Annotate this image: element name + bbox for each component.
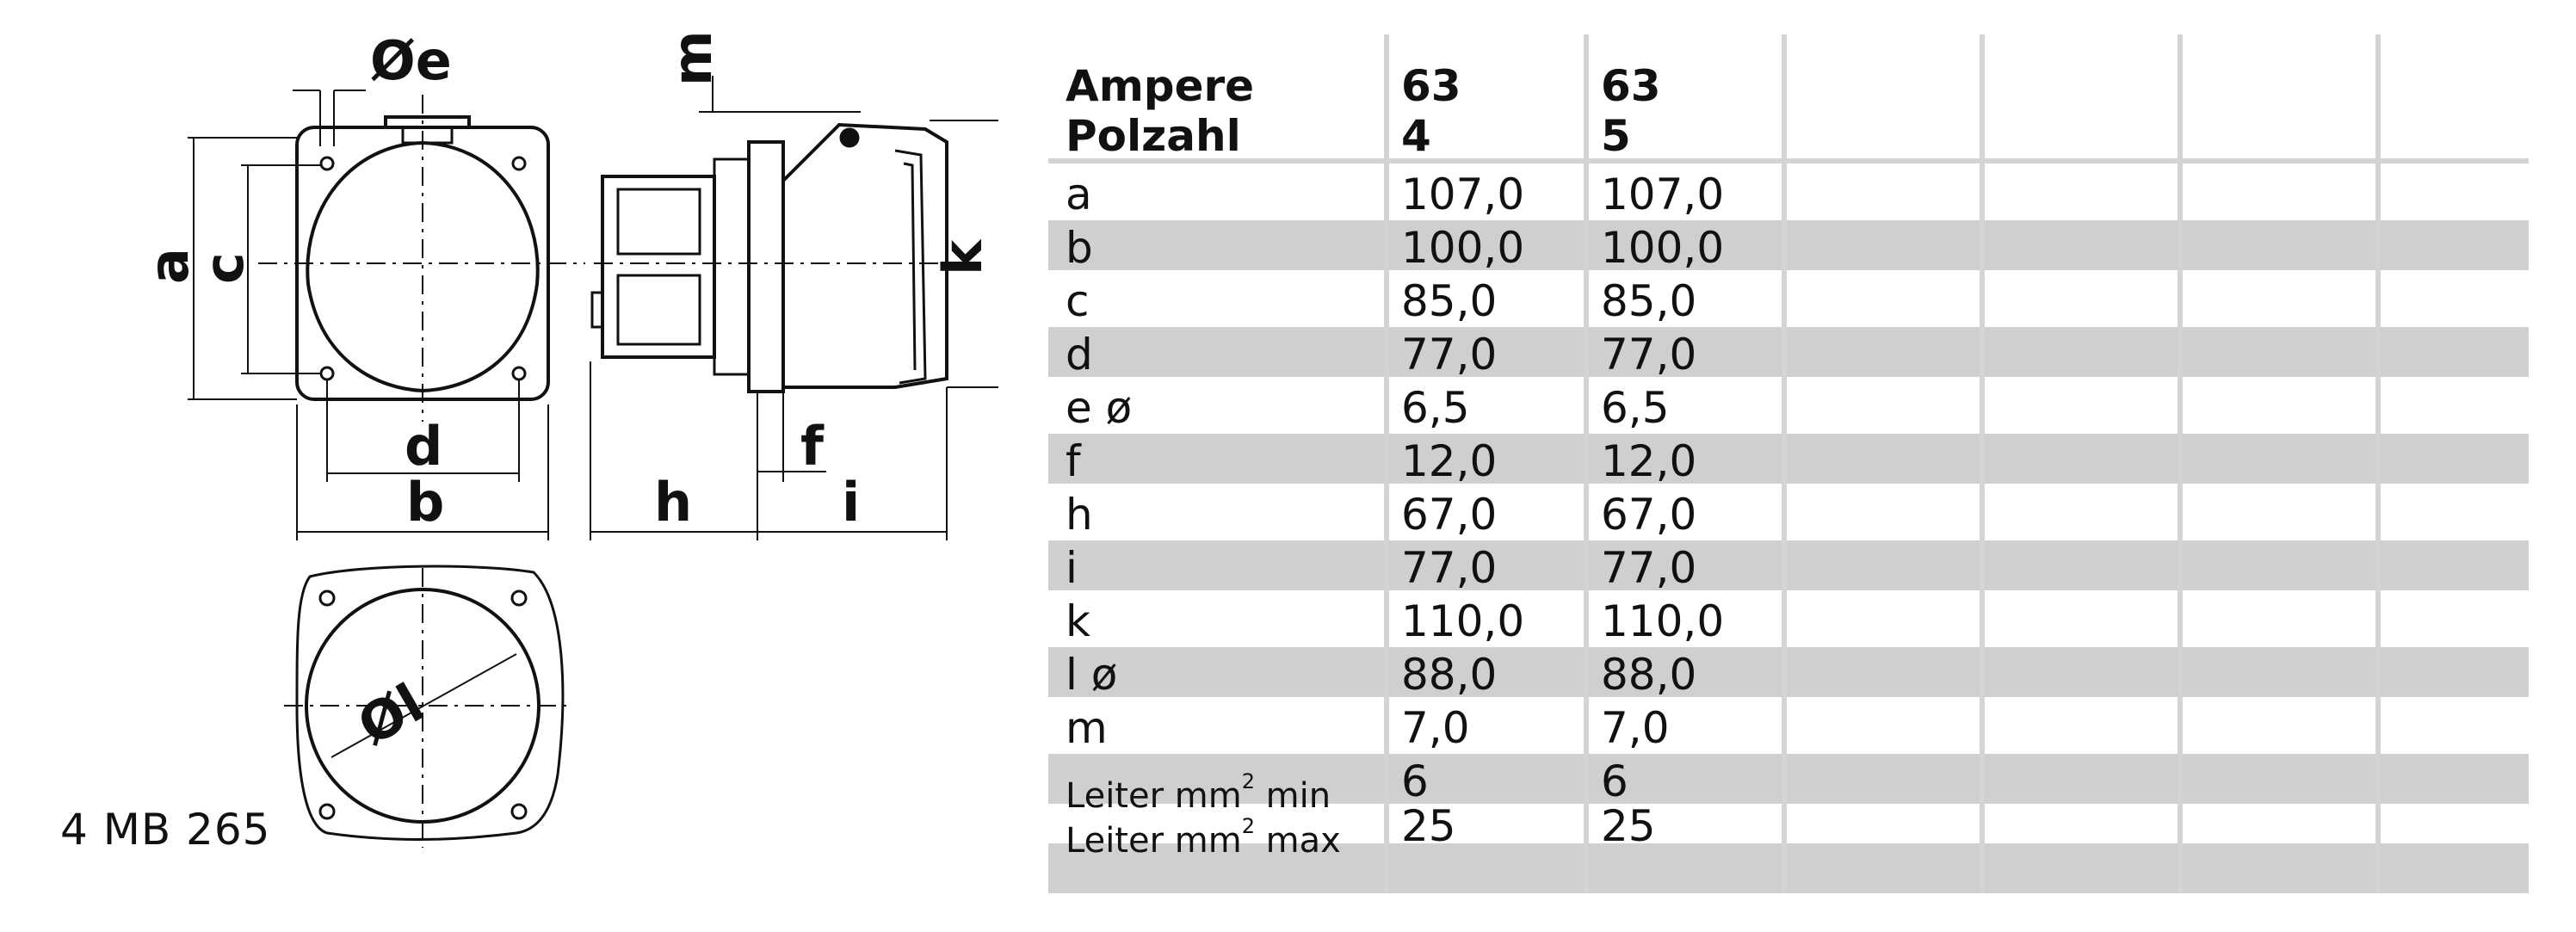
row-value-col2: 77,0 bbox=[1601, 543, 1697, 593]
row-value-col1: 77,0 bbox=[1401, 330, 1498, 380]
row-value-col2: 107,0 bbox=[1601, 170, 1725, 219]
row-value-col2: 85,0 bbox=[1601, 276, 1697, 326]
row-label: i bbox=[1066, 543, 1078, 593]
side-view bbox=[590, 76, 998, 540]
table-row bbox=[1048, 487, 2529, 540]
row-value-col1: 107,0 bbox=[1401, 170, 1525, 219]
row-label: b bbox=[1066, 223, 1093, 273]
row-label: Leiter $mm^2$ min bbox=[1066, 769, 1331, 816]
dim-label-f: f bbox=[800, 415, 824, 478]
row-value-col1: 6 bbox=[1401, 756, 1429, 806]
row-value-col2: 100,0 bbox=[1601, 223, 1725, 273]
table-row bbox=[1048, 220, 2529, 273]
row-label: d bbox=[1066, 330, 1093, 380]
table-row bbox=[1048, 434, 2529, 484]
table-row bbox=[1048, 647, 2529, 700]
row-value-col2: 25 bbox=[1601, 801, 1656, 851]
row-value-col2: 67,0 bbox=[1601, 490, 1697, 540]
row-value-col2: 6 bbox=[1601, 756, 1628, 806]
row-value-col1: 110,0 bbox=[1401, 596, 1525, 646]
row-value-col1: 67,0 bbox=[1401, 490, 1498, 540]
header-divider bbox=[1048, 158, 2529, 164]
table-row bbox=[1048, 380, 2529, 433]
row-label: h bbox=[1066, 490, 1093, 540]
row-value-col1: 12,0 bbox=[1401, 436, 1498, 486]
col2-polzahl: 5 bbox=[1601, 111, 1631, 161]
row-value-col1: 77,0 bbox=[1401, 543, 1498, 593]
row-label: c bbox=[1066, 276, 1090, 326]
row-value-col1: 100,0 bbox=[1401, 223, 1525, 273]
row-value-col2: 7,0 bbox=[1601, 703, 1670, 753]
row-value-col2: 12,0 bbox=[1601, 436, 1697, 486]
row-value-col2: 110,0 bbox=[1601, 596, 1725, 646]
row-label: m bbox=[1066, 703, 1108, 753]
table-row bbox=[1048, 167, 2529, 217]
row-value-col2: 88,0 bbox=[1601, 650, 1697, 700]
dim-label-l: Øl bbox=[347, 671, 435, 758]
col1-ampere: 63 bbox=[1401, 61, 1461, 111]
dim-label-b: b bbox=[406, 471, 445, 534]
dim-label-e: Øe bbox=[370, 29, 452, 92]
table-row bbox=[1048, 754, 2529, 816]
row-label: a bbox=[1066, 170, 1092, 219]
cutout-view bbox=[284, 566, 568, 848]
table-row bbox=[1048, 540, 2529, 593]
model-number: 4 MB 265 bbox=[60, 805, 271, 855]
row-value-col1: 7,0 bbox=[1401, 703, 1470, 753]
ampere-label: Ampere bbox=[1066, 61, 1255, 111]
dim-label-a: a bbox=[138, 248, 201, 284]
polzahl-label: Polzahl bbox=[1066, 111, 1241, 161]
row-value-col1: 88,0 bbox=[1401, 650, 1498, 700]
table-row bbox=[1048, 274, 2529, 324]
table-row bbox=[1048, 594, 2529, 644]
table-row bbox=[1048, 799, 2529, 861]
dim-label-m: m bbox=[661, 30, 724, 86]
front-view bbox=[188, 90, 585, 540]
row-value-col1: 85,0 bbox=[1401, 276, 1498, 326]
technical-drawing bbox=[0, 0, 998, 932]
row-label: l ø bbox=[1066, 650, 1118, 700]
row-value-col1: 6,5 bbox=[1401, 383, 1470, 433]
row-label: Leiter $mm^2$ max bbox=[1066, 814, 1341, 861]
row-label: f bbox=[1066, 436, 1081, 486]
row-value-col2: 77,0 bbox=[1601, 330, 1697, 380]
dim-label-k: k bbox=[931, 239, 994, 275]
col2-ampere: 63 bbox=[1601, 61, 1661, 111]
col1-polzahl: 4 bbox=[1401, 111, 1431, 161]
dim-label-c: c bbox=[193, 252, 256, 284]
dimension-table bbox=[1048, 34, 2529, 893]
row-value-col1: 25 bbox=[1401, 801, 1456, 851]
row-label: e ø bbox=[1066, 383, 1133, 433]
table-row bbox=[1048, 701, 2529, 753]
dim-label-d: d bbox=[405, 415, 443, 478]
dim-label-i: i bbox=[842, 471, 861, 534]
row-label: k bbox=[1066, 596, 1090, 646]
table-row bbox=[1048, 327, 2529, 380]
row-value-col2: 6,5 bbox=[1601, 383, 1670, 433]
dim-label-h: h bbox=[654, 471, 693, 534]
